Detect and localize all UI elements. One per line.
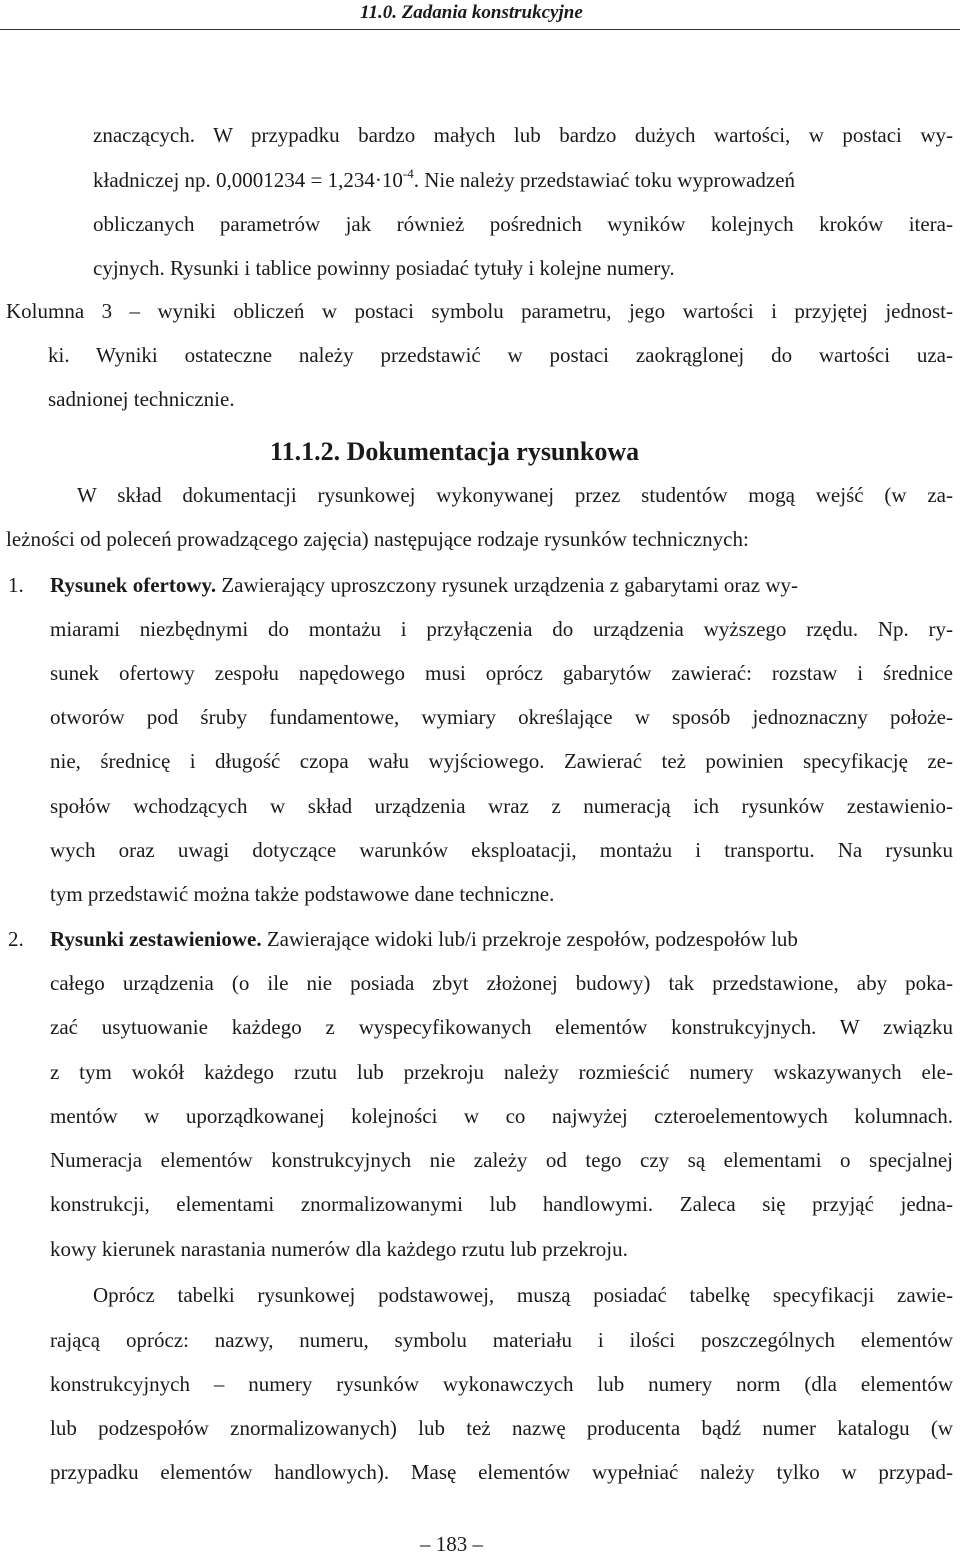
item2-line-7: konstrukcji, elementami znormalizowanymi lub handlowymi. Zaleca się przyjąć jedna- (50, 1192, 953, 1216)
item1-line-1 (50, 572, 953, 598)
item2-para2-line-2: rającą oprócz: nazwy, numeru, symbolu materiału i ilości poszczególnych elementów (50, 1328, 953, 1352)
column3-line-2: ki. Wyniki ostateczne należy przedstawić w postaci zaokrąglonej do wartości uza- (48, 343, 953, 367)
item2-para2-line-5: przypadku elementów handlowych). Masę elementów wypełniać należy tylko w przypad- (50, 1460, 953, 1484)
item2-para2-line-3: konstrukcyjnych – numery rysunków wykonawczych lub numery norm (dla elementów (50, 1372, 953, 1396)
intro-line-1: znaczących. W przypadku bardzo małych lub bardzo dużych wartości, w postaci wy- (93, 123, 953, 147)
item1-line-5: nie, średnicę i długość czopa wału wyjściowego. Zawierać też powinien specyfikację ze- (50, 749, 953, 773)
column3-line-3: sadnionej technicznie. (48, 387, 235, 411)
item1-line-2: miarami niezbędnymi do montażu i przyłączenia do urządzenia wyższego rzędu. Np. ry- (50, 617, 953, 641)
item1-number: 1. (8, 573, 24, 597)
item2-line-2: całego urządzenia (o ile nie posiada zbyt złożonej budowy) tak przedstawione, aby poka- (50, 971, 953, 995)
intro-line-3: obliczanych parametrów jak również pośrednich wyników kolejnych kroków itera- (93, 212, 953, 236)
item1-line-4: otworów pod śruby fundamentowe, wymiary określające w sposób jednoznaczny położe- (50, 705, 953, 729)
item2-para2-line-1: Oprócz tabelki rysunkowej podstawowej, muszą posiadać tabelkę specyfikacji zawie- (93, 1283, 953, 1307)
item2-line-6: Numeracja elementów konstrukcyjnych nie zależy od tego czy są elementami o specjalnej (50, 1148, 953, 1172)
column3-line-1: Kolumna 3 – wyniki obliczeń w postaci symbolu parametru, jego wartości i przyjętej jednost- (6, 299, 953, 323)
item2-line-3: zać usytuowanie każdego z wyspecyfikowanych elementów konstrukcyjnych. W związku (50, 1015, 953, 1039)
item2-para2-line-4: lub podzespołów znormalizowanych) lub też nazwę producenta bądź numer katalogu (w (50, 1416, 953, 1440)
item1-term: Rysunek ofertowy. (50, 573, 217, 597)
item1-line-6: społów wchodzących w skład urządzenia wraz z numeracją ich rysunków zestawienio- (50, 794, 953, 818)
intro-line-2 (93, 167, 953, 196)
intro-line-4: cyjnych. Rysunki i tablice powinny posiadać tytuły i kolejne numery. (93, 256, 675, 280)
exponent: -4 (402, 166, 414, 181)
item2-line-1-text: Zawierające widoki lub/i przekroje zespołów, podzespołów lub (261, 927, 798, 951)
item2-number: 2. (8, 927, 24, 951)
section-intro-line-1: W skład dokumentacji rysunkowej wykonywanej przez studentów mogą wejść (w za- (77, 483, 953, 507)
intro-line-2-a: kładniczej np. 0,0001234 = 1,234·10 (93, 168, 403, 192)
header-rule (0, 29, 960, 30)
section-heading: 11.1.2. Dokumentacja rysunkowa (270, 437, 640, 466)
item2-term: Rysunki zestawieniowe. (50, 927, 262, 951)
item2-line-1 (50, 926, 953, 952)
item1-line-1-text: Zawierający uproszczony rysunek urządzenia z gabarytami oraz wy- (216, 573, 798, 597)
item1-line-7: wych oraz uwagi dotyczące warunków eksploatacji, montażu i transportu. Na rysunku (50, 838, 953, 862)
item2-line-5: mentów w uporządkowanej kolejności w co najwyżej czteroelementowych kolumnach. (50, 1104, 953, 1128)
page-number: – 183 – (420, 1532, 483, 1556)
header-title: 11.0. Zadania konstrukcyjne (360, 2, 583, 23)
item1-line-3: sunek ofertowy zespołu napędowego musi oprócz gabarytów zawierać: rozstaw i średnice (50, 661, 953, 685)
item2-line-8: kowy kierunek narastania numerów dla każdego rzutu lub przekroju. (50, 1237, 628, 1261)
section-intro-line-2: leżności od poleceń prowadzącego zajęcia) następujące rodzaje rysunków technicznych: (6, 527, 749, 551)
item1-line-8: tym przedstawić można także podstawowe dane techniczne. (50, 882, 555, 906)
item2-line-4: z tym wokół każdego rzutu lub przekroju należy rozmieścić numery wskazywanych ele- (50, 1060, 953, 1084)
intro-line-2-b: . Nie należy przedstawiać toku wyprowadzeń (413, 168, 796, 192)
